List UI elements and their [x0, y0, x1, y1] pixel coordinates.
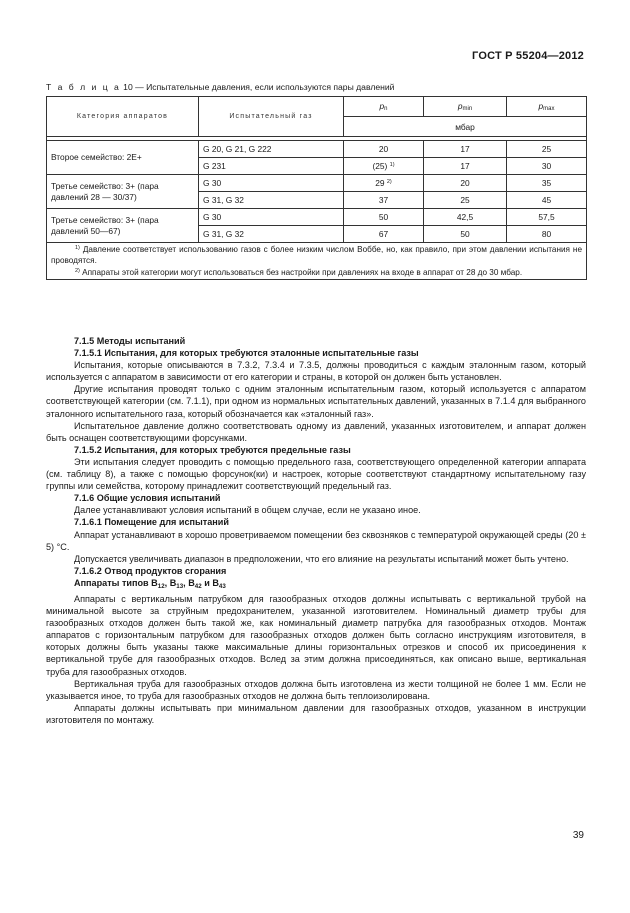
- footnote: $^{2)}$ Аппараты этой категории могут использоваться без настройки при давлениях на входе в аппарат от 28 до 30 мбар.: [75, 268, 523, 278]
- pmin-cell: 20: [424, 175, 507, 192]
- col-header-category: Категория аппаратов: [47, 97, 199, 137]
- table-row: [47, 209, 587, 226]
- section-heading: 7.1.6.1 Помещение для испытаний: [74, 517, 229, 528]
- gas-cell: G 31, G 32: [199, 226, 344, 243]
- paragraph: Эти испытания следует проводить с помощью предельного газа, соответствующего определенной категории аппарата (см. таблицу 8), а также с помощью форсунок(ки) и настроек, которые соответствуют стандартному испытательному газу группы или семейства, которому принадлежит соответствующий предельный газ.: [46, 456, 586, 492]
- gas-cell: G 30: [199, 175, 344, 192]
- paragraph: Аппараты должны испытывать при минимальном давлении для газообразных отходов, указанном в инструкции изготовителя по монтажу.: [46, 702, 586, 725]
- table-caption-label: Т а б л и ц а: [46, 82, 121, 92]
- pmax-cell: 25: [507, 141, 587, 158]
- section-heading: 7.1.5.1 Испытания, для которых требуются эталонные испытательные газы: [74, 348, 419, 359]
- paragraph: Испытания, которые описываются в 7.3.2, 7.3.4 и 7.3.5, должны проводиться с каждым эталонным газом, который используется с аппаратом в зависимости от его категории и страны, в которой он должен быть установлен.: [46, 360, 586, 383]
- standard-code: ГОСТ Р 55204—2012: [472, 50, 584, 62]
- pmin-cell: 42,5: [424, 209, 507, 226]
- paragraph: Испытательное давление должно соответствовать одному из давлений, указанных изготовителем, и аппарат должен быть оснащен соответствующими форсунками.: [46, 420, 586, 443]
- col-header-pmax: pmax: [507, 97, 587, 117]
- pn-cell: 37: [344, 192, 424, 209]
- pn-cell: 29 $^{2)}$: [344, 175, 424, 192]
- paragraph: Аппарат устанавливают в хорошо проветриваемом помещении без сквозняков с температурой окружающей среды (20 ± 5) °С.: [46, 529, 586, 552]
- section-heading: 7.1.6 Общие условия испытаний: [74, 493, 221, 504]
- gas-cell: G 31, G 32: [199, 192, 344, 209]
- gas-cell: G 231: [199, 158, 344, 175]
- table-row: [47, 141, 587, 158]
- pmin-cell: 50: [424, 226, 507, 243]
- table-caption-title: 10 — Испытательные давления, если используются пары давлений: [120, 82, 395, 92]
- section-heading: 7.1.6.2 Отвод продуктов сгорания: [74, 565, 227, 576]
- section-heading-types: Аппараты типов $В_{12}$, $В_{13}$, $В_{42}$ и $В_{43}$: [74, 577, 226, 590]
- pn-cell: (25) $^{1)}$: [344, 158, 424, 175]
- paragraph: Вертикальная труба для газообразных отходов должна быть изготовлена из жести толщиной не более 1 мм. Если не указывается иное, то труба для газообразных отходов не должна быть теплоизолирована.: [46, 678, 586, 701]
- category-cell: Третье семейство: 3+ (пара давлений 28 — 30/37): [47, 175, 199, 209]
- gas-cell: G 30: [199, 209, 344, 226]
- pn-cell: 50: [344, 209, 424, 226]
- page-number: 39: [572, 830, 584, 841]
- footnote: $^{1)}$ Давление соответствует использованию газов с более низким числом Воббе, но, как правило, при этом давлении испытания не проводятся.: [51, 245, 582, 266]
- table-row: [47, 175, 587, 192]
- pmax-cell: 80: [507, 226, 587, 243]
- body-text: [46, 335, 586, 726]
- category-cell: Второе семейство: 2Е+: [47, 141, 199, 175]
- gas-cell: G 20, G 21, G 222: [199, 141, 344, 158]
- category-cell: Третье семейство: 3+ (пара давлений 50—67): [47, 209, 199, 243]
- col-header-pmin: pmin: [424, 97, 507, 117]
- col-header-gas: Испытательный газ: [199, 97, 344, 137]
- pn-cell: 67: [344, 226, 424, 243]
- pmin-cell: 25: [424, 192, 507, 209]
- pressure-table: [46, 96, 587, 280]
- pmax-cell: 30: [507, 158, 587, 175]
- pmin-cell: 17: [424, 141, 507, 158]
- col-header-unit: мбар: [344, 117, 587, 137]
- col-header-pn: pn: [344, 97, 424, 117]
- pn-cell: 20: [344, 141, 424, 158]
- paragraph: Далее устанавливают условия испытаний в общем случае, если не указано иное.: [74, 505, 421, 516]
- section-heading: 7.1.5.2 Испытания, для которых требуются предельные газы: [74, 444, 351, 455]
- table-caption: [46, 82, 394, 92]
- pmin-cell: 17: [424, 158, 507, 175]
- pmax-cell: 57,5: [507, 209, 587, 226]
- section-heading: 7.1.5 Методы испытаний: [74, 336, 186, 346]
- paragraph: Допускается увеличивать диапазон в предположении, что его влияние на результаты испытаний может быть учтено.: [74, 553, 569, 564]
- pmax-cell: 45: [507, 192, 587, 209]
- paragraph: Другие испытания проводят только с одним эталонным испытательным газом, который используется с аппаратом соответствующей категории (см. 7.1.1), при одном из нормальных испытательных давлений, указанных в 7.1.4 для выбранного эталонного испытательного газа, который обозначается как «эталонный газ».: [46, 384, 586, 419]
- paragraph: Аппараты с вертикальным патрубком для газообразных отходов должны испытывать с вертикальной трубой на минимальной высоте за струйным предохранителем, указанной изготовителем. Номинальный диаметр трубы для газообразных отходов должен быть такой же, как номинальный диаметр патрубка для газообразных отходов. Монтаж аппаратов с горизонтальным патрубком для газообразных отходов должен быть согласно инструкциям изготовителя, в которых должны быть указаны также максимальные длины горизонтальных отрезков и способ их присоединения к вертикальной трубе для газообразных отходов. Вслед за этим должна присоединяться, как описано выше, вертикальная труба для газообразных отходов.: [46, 593, 586, 677]
- table-footnotes: [47, 243, 587, 280]
- pmax-cell: 35: [507, 175, 587, 192]
